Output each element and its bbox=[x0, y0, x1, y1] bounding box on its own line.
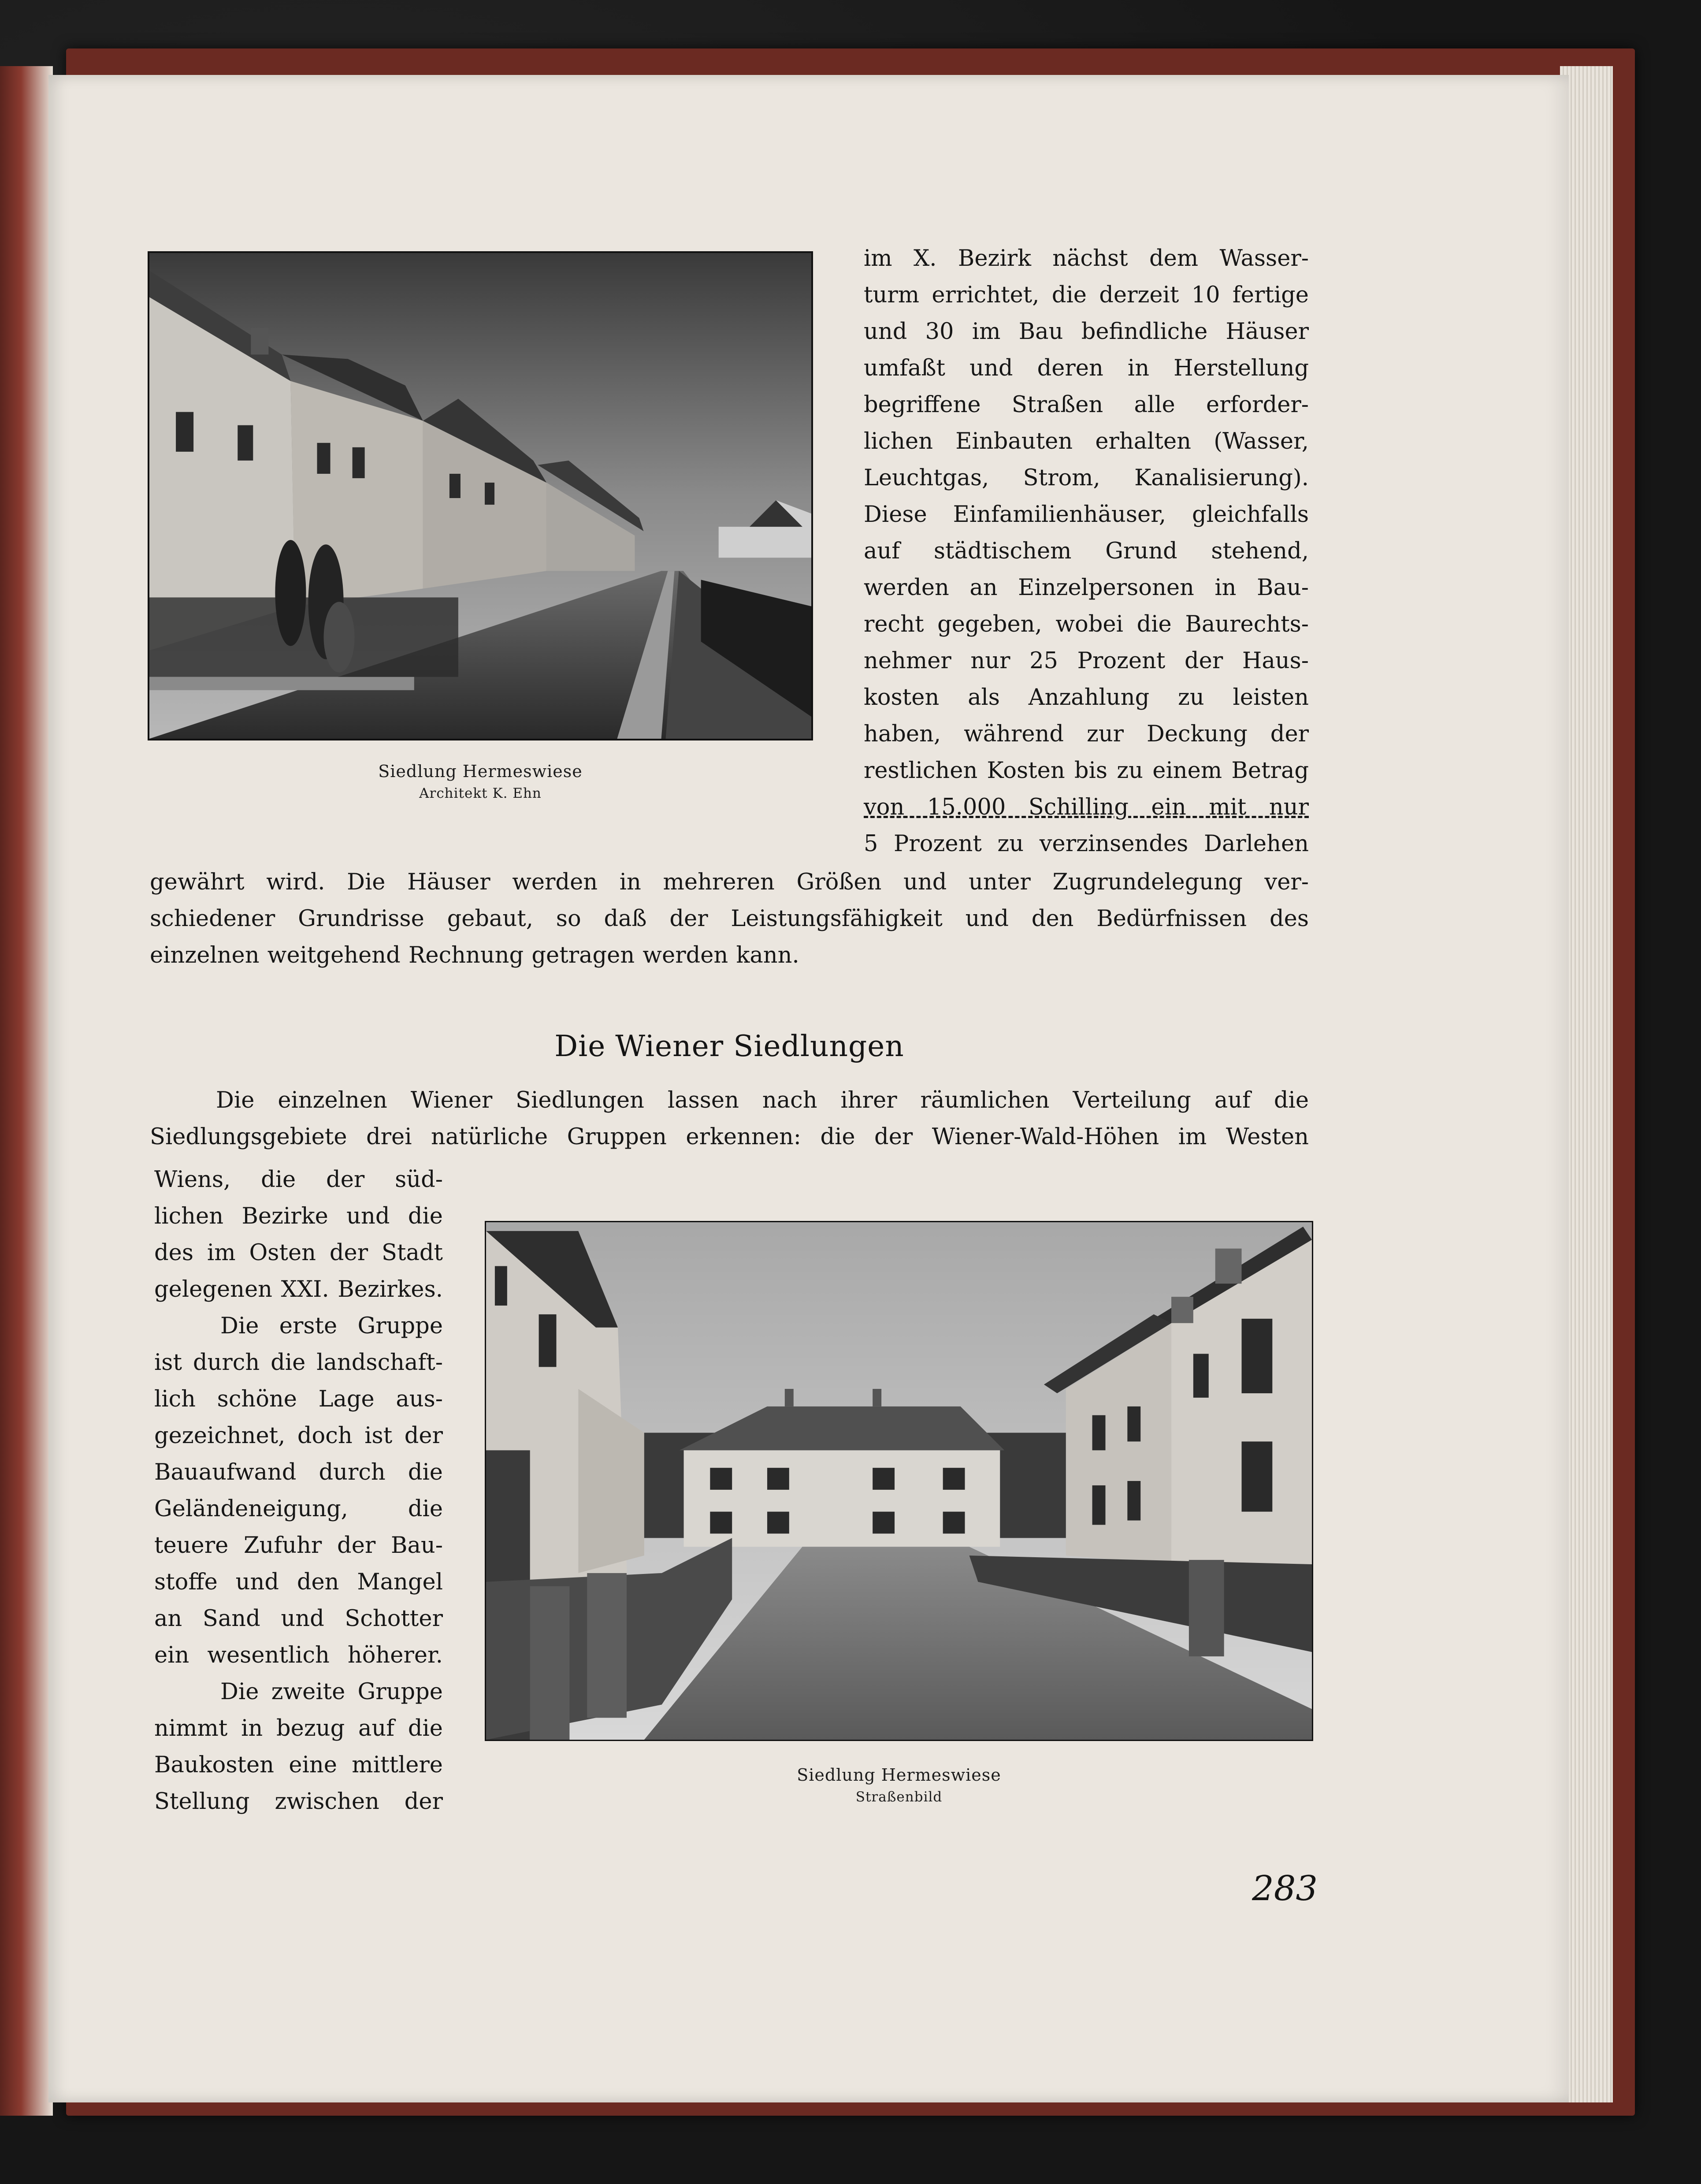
text-line-underlined: von 15.000 Schilling ein mit nur bbox=[864, 794, 1309, 820]
text-line: teuere Zufuhr der Bau- bbox=[154, 1533, 443, 1559]
text-line: haben, während zur Deckung der bbox=[864, 721, 1309, 747]
text-line: nehmer nur 25 Prozent der Haus- bbox=[864, 648, 1309, 674]
photo-street-houses bbox=[148, 251, 813, 740]
text-line: schiedener Grundrisse gebaut, so daß der Leistungsfähigkeit und den Bedürfnissen des bbox=[150, 906, 1309, 932]
text-line: gewährt wird. Die Häuser werden in mehreren Größen und unter Zugrundelegung ver- bbox=[150, 869, 1309, 895]
text-line: Bauaufwand durch die bbox=[154, 1459, 443, 1485]
section-heading: Die Wiener Siedlungen bbox=[554, 1029, 904, 1063]
text-line: lichen Bezirke und die bbox=[154, 1203, 443, 1229]
caption-bottom bbox=[485, 1765, 1313, 1805]
text-line: und 30 im Bau befindliche Häuser bbox=[864, 319, 1309, 345]
text-line: 5 Prozent zu verzinsendes Darlehen bbox=[864, 831, 1309, 857]
text-line: recht gegeben, wobei die Baurechts- bbox=[864, 611, 1309, 637]
photo-street-view bbox=[485, 1221, 1313, 1741]
text-line: an Sand und Schotter bbox=[154, 1606, 443, 1632]
text-line: gelegenen XXI. Bezirkes. bbox=[154, 1276, 443, 1302]
text-line: lich schöne Lage aus- bbox=[154, 1386, 443, 1412]
text-line: kosten als Anzahlung zu leisten bbox=[864, 685, 1309, 711]
text-left-column bbox=[154, 1161, 443, 1820]
text-line: Die einzelnen Wiener Siedlungen lassen nach ihrer räumlichen Verteilung auf die bbox=[216, 1087, 1309, 1113]
caption-top bbox=[148, 762, 813, 801]
text-line: werden an Einzelpersonen in Bau- bbox=[864, 575, 1309, 601]
text-line: stoffe und den Mangel bbox=[154, 1569, 443, 1595]
text-line: turm errichtet, die derzeit 10 fertige bbox=[864, 282, 1309, 308]
text-line: Die zweite Gruppe bbox=[220, 1679, 443, 1705]
text-line: begriffene Straßen alle erforder- bbox=[864, 392, 1309, 418]
text-line: restlichen Kosten bis zu einem Betrag bbox=[864, 758, 1309, 784]
text-line: auf städtischem Grund stehend, bbox=[864, 538, 1309, 564]
text-line: einzelnen weitgehend Rechnung getragen werden kann. bbox=[150, 942, 799, 968]
text-line: Baukosten eine mittlere bbox=[154, 1752, 443, 1778]
caption-bottom-title: Siedlung Hermeswiese bbox=[797, 1765, 1001, 1785]
text-line: umfaßt und deren in Herstellung bbox=[864, 355, 1309, 381]
text-full-width bbox=[150, 864, 1309, 974]
page-number: 283 bbox=[1252, 1869, 1318, 1909]
text-line: Die erste Gruppe bbox=[220, 1313, 443, 1339]
text-line: Diese Einfamilienhäuser, gleichfalls bbox=[864, 502, 1309, 528]
text-right-column bbox=[864, 240, 1309, 862]
photo-street-view-image bbox=[486, 1222, 1312, 1740]
text-intro bbox=[150, 1082, 1309, 1155]
text-line: des im Osten der Stadt bbox=[154, 1240, 443, 1266]
caption-bottom-subtitle: Straßenbild bbox=[855, 1789, 943, 1805]
text-line: im X. Bezirk nächst dem Wasser- bbox=[864, 246, 1309, 272]
book-gutter bbox=[0, 66, 53, 2116]
text-line: Leuchtgas, Strom, Kanalisierung). bbox=[864, 465, 1309, 491]
caption-top-title: Siedlung Hermeswiese bbox=[378, 762, 583, 781]
text-line: Geländeneigung, die bbox=[154, 1496, 443, 1522]
text-line: nimmt in bezug auf die bbox=[154, 1715, 443, 1741]
text-line: Wiens, die der süd- bbox=[154, 1167, 443, 1193]
caption-top-subtitle: Architekt K. Ehn bbox=[419, 785, 542, 801]
text-line: Siedlungsgebiete drei natürliche Gruppen erkennen: die der Wiener-Wald-Höhen im Westen bbox=[150, 1124, 1309, 1150]
text-line: lichen Einbauten erhalten (Wasser, bbox=[864, 428, 1309, 454]
text-line: gezeichnet, doch ist der bbox=[154, 1423, 443, 1449]
text-line: Stellung zwischen der bbox=[154, 1789, 443, 1815]
text-line: ist durch die landschaft- bbox=[154, 1350, 443, 1376]
text-line: ein wesentlich höherer. bbox=[154, 1642, 443, 1668]
photo-street-houses-image bbox=[149, 253, 811, 739]
